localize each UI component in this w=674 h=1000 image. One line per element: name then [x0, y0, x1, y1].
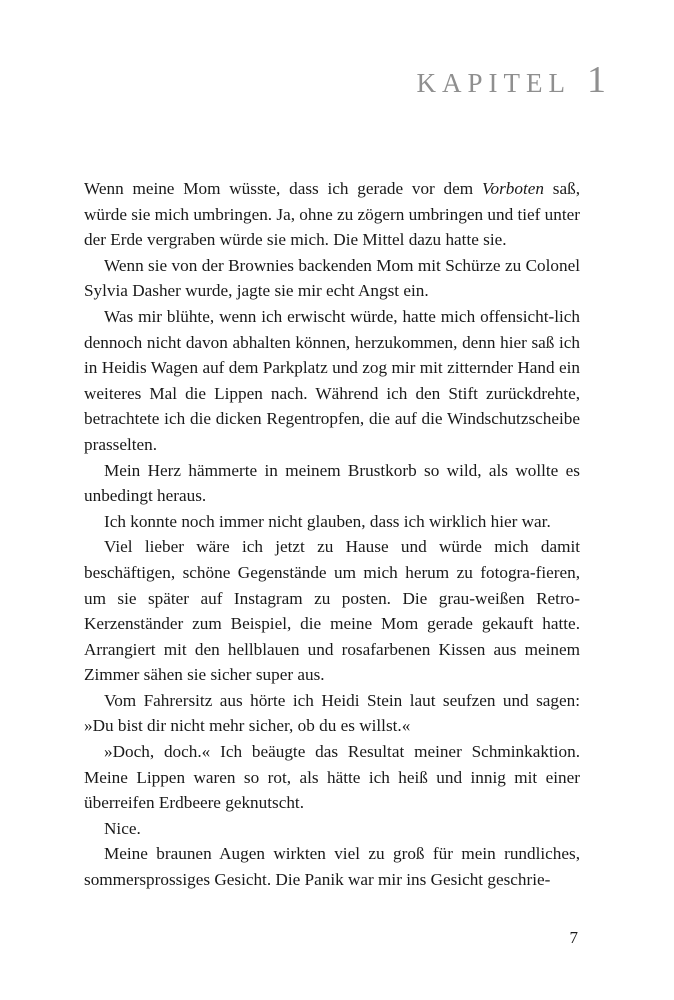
paragraph-2: Wenn sie von der Brownies backenden Mom mit Schürze zu Colonel Sylvia Dasher wurde, jagte sie mir echt Angst ein. [84, 255, 580, 301]
paragraph-6: Viel lieber wäre ich jetzt zu Hause und würde mich damit beschäftigen, schöne Gegenstände um mich herum zu fotogra-fieren, um sie später auf Instagram zu posten. Die grau-weißen Retro-Kerzenständer zum Beispiel, die meine Mom gerade gekauft hatte. Arrangiert mit den hellblauen und rosafarbenen Kissen aus meinem Zimmer sähen sie sicher super aus. [84, 537, 580, 685]
paragraph-4: Mein Herz hämmerte in meinem Brustkorb so wild, als wollte es unbedingt heraus. [84, 460, 580, 506]
paragraph-1-text-a: Wenn meine Mom wüsste, dass ich gerade vor dem [84, 179, 482, 198]
chapter-label: kapitel [416, 59, 571, 101]
paragraph-5: Ich konnte noch immer nicht glauben, dass ich wirklich hier war. [104, 511, 551, 531]
paragraph-1-emphasis: Vorboten [481, 179, 544, 198]
paragraph-1-text-b: saß, würde sie mich umbringen. Ja, ohne zu zögern umbringen und tief unter der Erde vergraben würde sie mich. Die Mittel dazu hatte sie. [84, 179, 580, 250]
paragraph-3: Was mir blühte, wenn ich erwischt würde, hatte mich offensicht-lich dennoch nicht davon abhalten können, herzukommen, denn hier saß ich in Heidis Wagen auf dem Parkplatz und zog mir mit zitternder Hand ein weiteres Mal die Lippen nach. Während ich den Stift zurückdrehte, betrachtete ich die dicken Regentropfen, die auf die Windschutzscheibe prasselten. [84, 306, 580, 454]
paragraph-1 [84, 176, 580, 253]
paragraph-8: »Doch, doch.« Ich beäugte das Resultat meiner Schminkaktion. Meine Lippen waren so rot, als hätte ich heiß und innig mit einer überreifen Erdbeere geknutscht. [84, 742, 580, 813]
chapter-number: 1 [587, 59, 612, 101]
paragraph-7: Vom Fahrersitz aus hörte ich Heidi Stein laut seufzen und sagen: »Du bist dir nicht mehr sicher, ob du es willst.« [84, 690, 580, 736]
paragraph-9: Nice. [104, 818, 141, 838]
paragraph-10: Meine braunen Augen wirkten viel zu groß für mein rundliches, sommersprossiges Gesicht. Die Panik war mir ins Gesicht geschrie- [84, 844, 580, 890]
chapter-heading [417, 58, 612, 102]
page-number: 7 [569, 928, 578, 947]
body-text [84, 176, 580, 893]
